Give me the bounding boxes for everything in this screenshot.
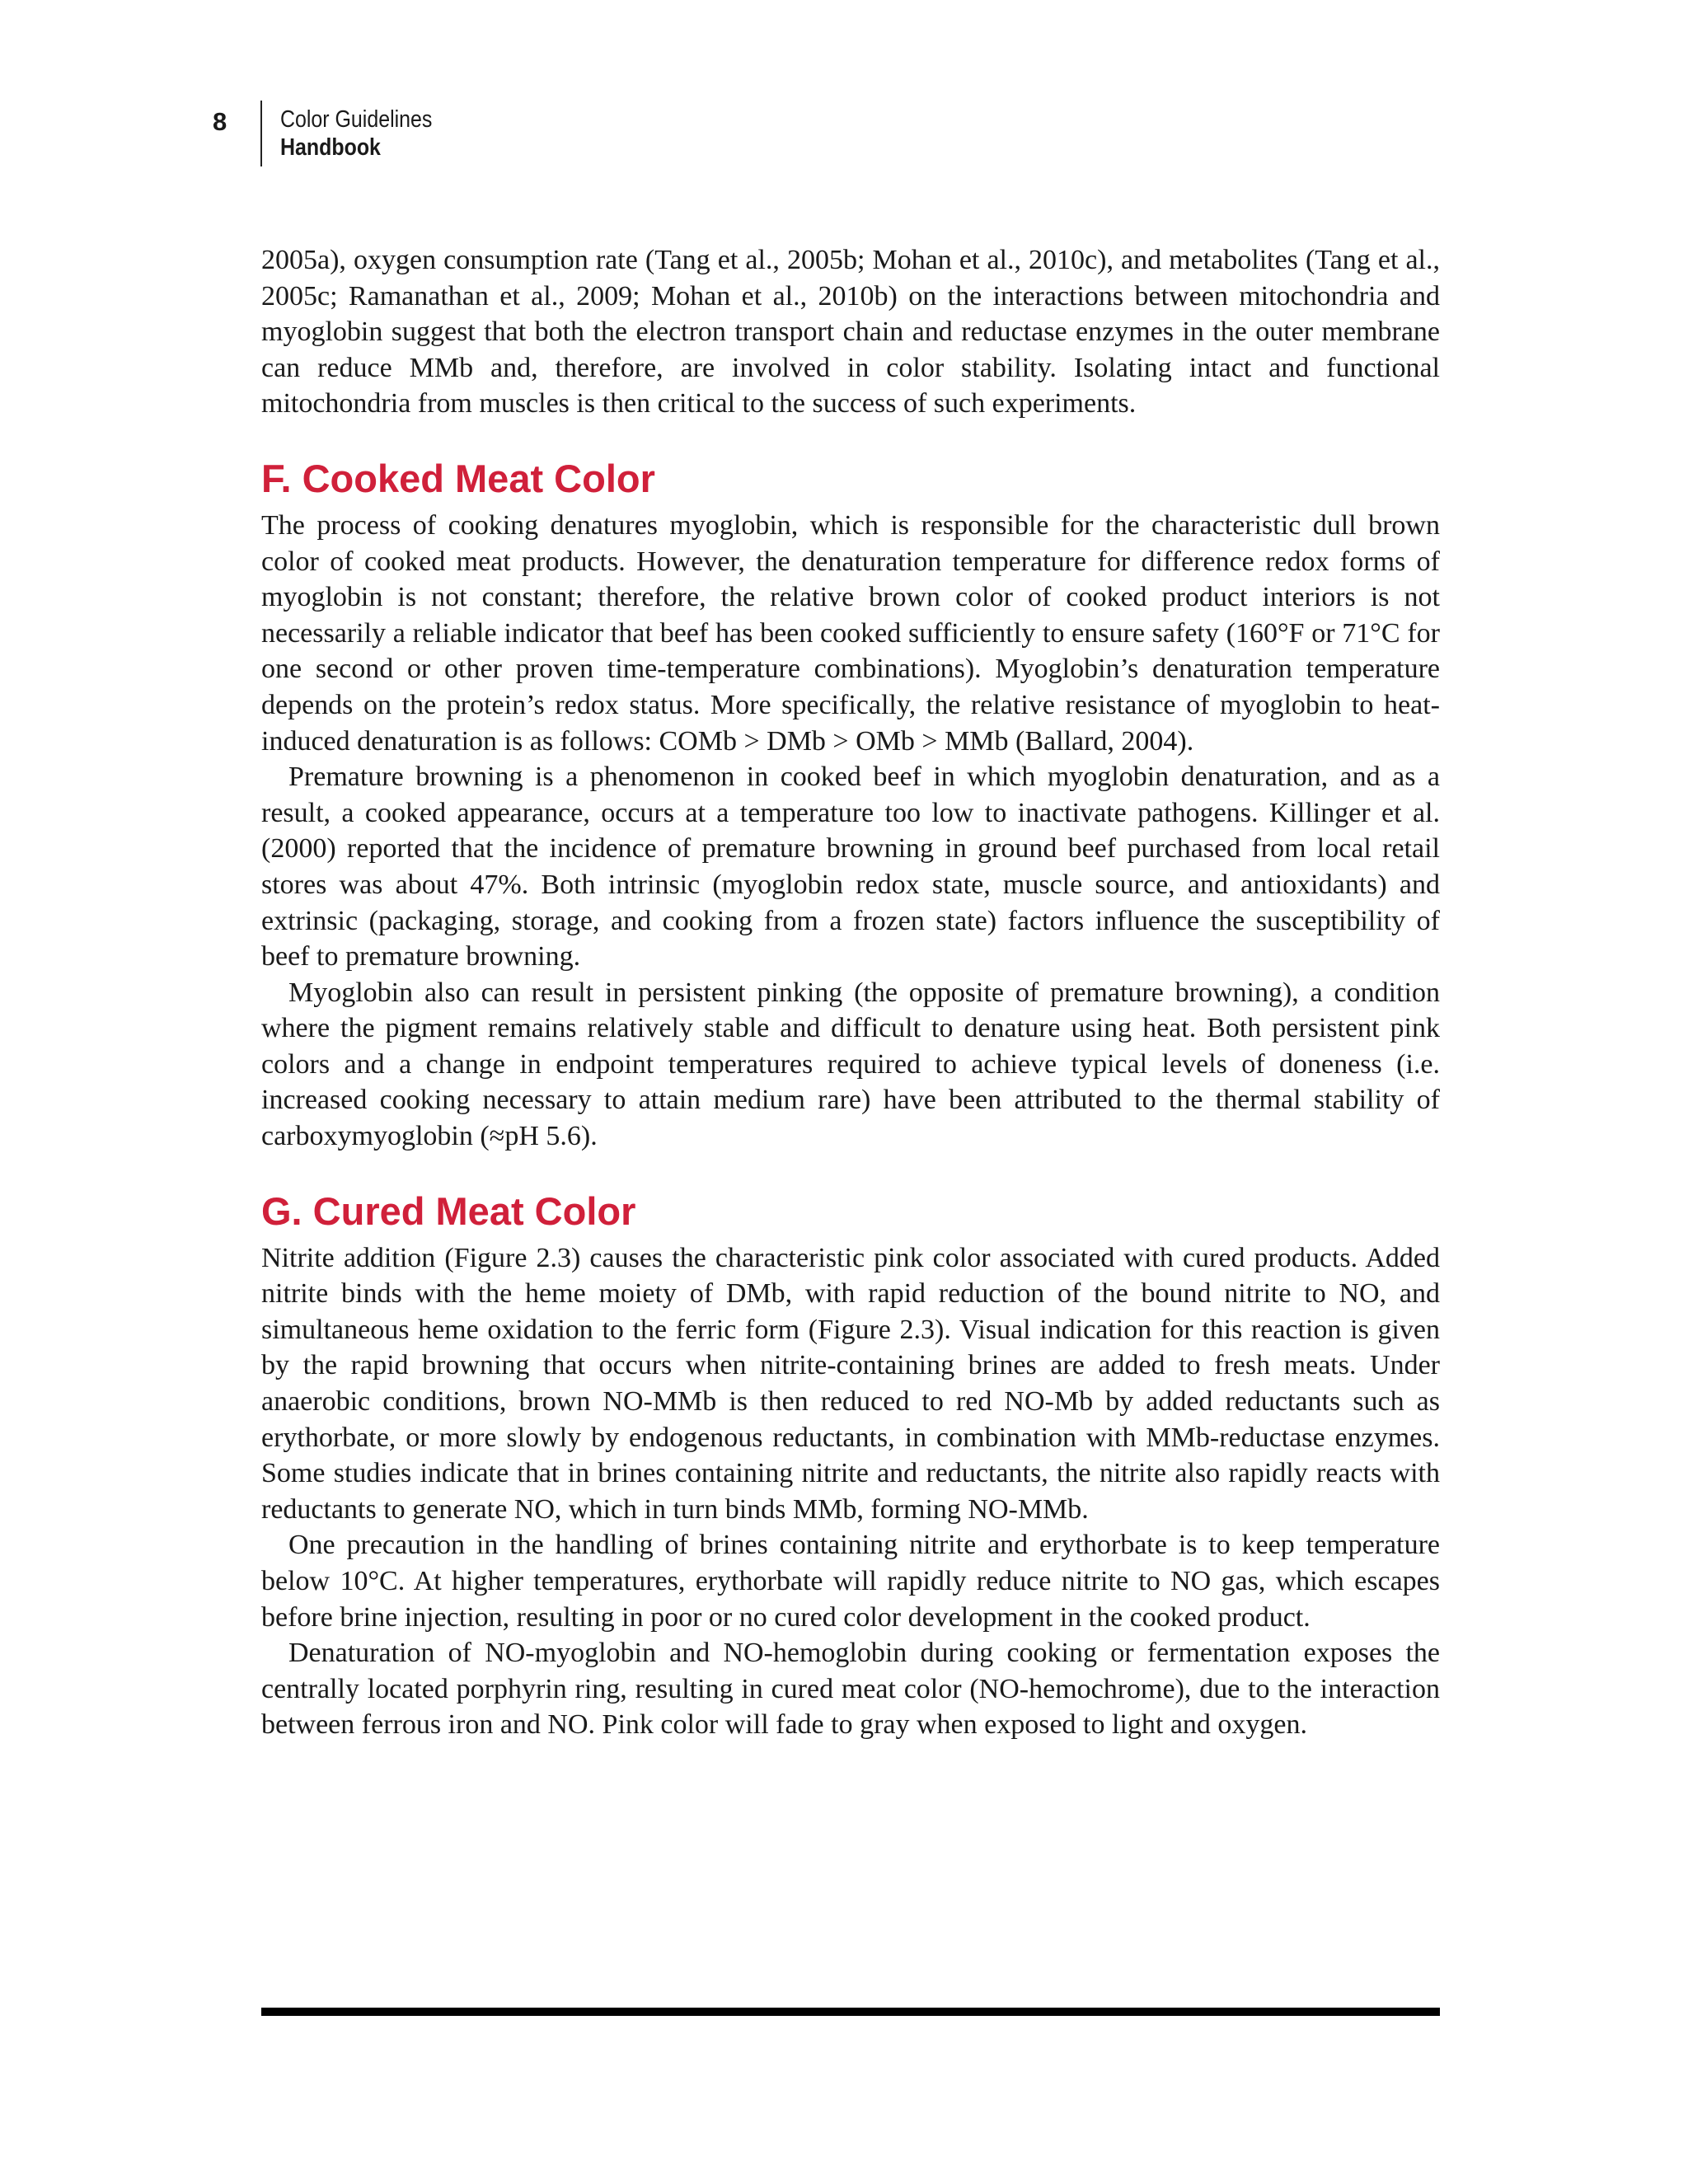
section-f-paragraph-3: Myoglobin also can result in persistent pinking (the opposite of premature browning), a condition where the pigment remains relatively stable and difficult to denature using heat. Both persistent pink colors and a change in endpoint temperatures required to achieve typical levels of doneness (i.e. increased cooking necessary to attain medium rare) have been attributed to the thermal stability of carboxymyoglobin (≈pH 5.6). bbox=[261, 977, 1440, 1152]
section-f-heading: F. Cooked Meat Color bbox=[261, 456, 655, 500]
page-body bbox=[261, 242, 1440, 1743]
section-g-paragraph-2: One precaution in the handling of brines containing nitrite and erythorbate is to keep temperature below 10°C. At higher temperatures, erythorbate will rapidly reduce nitrite to NO gas, which escapes before brine injection, resulting in poor or no cured color development in the cooked product. bbox=[261, 1530, 1440, 1633]
page-number: 8 bbox=[213, 107, 227, 136]
running-title bbox=[280, 105, 457, 162]
section-g-paragraph-1: Nitrite addition (Figure 2.3) causes the characteristic pink color associated with cured products. Added nitrite binds with the heme moiety of DMb, with rapid reduction of the bound nitrite to NO, and simultaneous heme oxidation to the ferric form (Figure 2.3). Visual indication for this reaction is given by the rapid browning that occurs when nitrite-containing brines are added to fresh meats. Under anaerobic conditions, brown NO-MMb is then reduced to red NO-Mb by added reductants such as erythorbate, or more slowly by endogenous reductants, in combination with MMb-reductase enzymes. Some studies indicate that in brines containing nitrite and reductants, the nitrite also rapidly reacts with reductants to generate NO, which in turn binds MMb, forming NO-MMb. bbox=[261, 1242, 1440, 1525]
section-g-heading: G. Cured Meat Color bbox=[261, 1188, 636, 1233]
running-title-line1: Color Guidelines bbox=[280, 106, 433, 133]
intro-paragraph: 2005a), oxygen consumption rate (Tang et al., 2005b; Mohan et al., 2010c), and metabolites (Tang et al., 2005c; Ramanathan et al., 2009; Mohan et al., 2010b) on the interactions between mitochondria and myoglobin suggest that both the electron transport chain and reductase enzymes in the outer membrane can reduce MMb and, therefore, are involved in color stability. Isolating intact and functional mitochondria from muscles is then critical to the success of such experiments. bbox=[261, 245, 1440, 419]
running-title-line2: Handbook bbox=[280, 134, 381, 161]
section-g-paragraph-3: Denaturation of NO-myoglobin and NO-hemoglobin during cooking or fermentation exposes the centrally located porphyrin ring, resulting in cured meat color (NO-hemochrome), due to the interaction between ferrous iron and NO. Pink color will fade to gray when exposed to light and oxygen. bbox=[261, 1638, 1440, 1741]
header-divider bbox=[260, 101, 262, 166]
section-f-paragraph-2: Premature browning is a phenomenon in cooked beef in which myoglobin denaturation, and as a result, a cooked appearance, occurs at a temperature too low to inactivate pathogens. Killinger et al. (2000) reported that the incidence of premature browning in ground beef purchased from local retail stores was about 47%. Both intrinsic (myoglobin redox state, muscle source, and antioxidants) and extrinsic (packaging, storage, and cooking from a frozen state) factors influence the susceptibility of beef to premature browning. bbox=[261, 762, 1440, 972]
section-f-paragraph-1: The process of cooking denatures myoglobin, which is responsible for the characteristic dull brown color of cooked meat products. However, the denaturation temperature for difference redox forms of myoglobin is not constant; therefore, the relative brown color of cooked product interiors is not necessarily a reliable indicator that beef has been cooked sufficiently to ensure safety (160°F or 71°C for one second or other proven time-temperature combinations). Myoglobin’s denaturation temperature depends on the protein’s redox status. More specifically, the relative resistance of myoglobin to heat-induced denaturation is as follows: COMb > DMb > OMb > MMb (Ballard, 2004). bbox=[261, 509, 1440, 757]
bottom-rule bbox=[261, 2008, 1440, 2016]
